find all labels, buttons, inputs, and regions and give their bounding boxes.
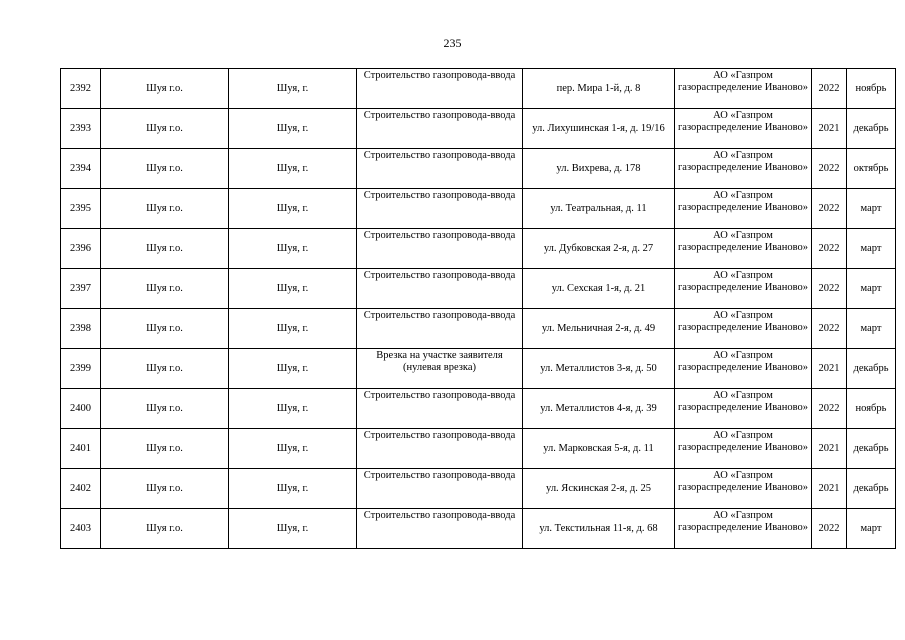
work-type-cell: Строительство газопровода-ввода bbox=[357, 509, 523, 549]
settlement-cell: Шуя, г. bbox=[229, 189, 357, 229]
month-cell: март bbox=[847, 229, 896, 269]
organization-cell: АО «Газпром газораспределение Иваново» bbox=[675, 69, 812, 109]
work-type-cell: Строительство газопровода-ввода bbox=[357, 229, 523, 269]
row-number-cell: 2400 bbox=[61, 389, 101, 429]
row-number-cell: 2395 bbox=[61, 189, 101, 229]
table-row bbox=[61, 469, 896, 509]
row-number-cell: 2399 bbox=[61, 349, 101, 389]
district-cell: Шуя г.о. bbox=[101, 189, 229, 229]
settlement-cell: Шуя, г. bbox=[229, 309, 357, 349]
row-number-cell: 2402 bbox=[61, 469, 101, 509]
work-type-cell: Строительство газопровода-ввода bbox=[357, 109, 523, 149]
year-cell: 2021 bbox=[812, 469, 847, 509]
year-cell: 2021 bbox=[812, 429, 847, 469]
address-cell: ул. Дубковская 2-я, д. 27 bbox=[523, 229, 675, 269]
year-cell: 2022 bbox=[812, 509, 847, 549]
page-number: 235 bbox=[443, 36, 462, 50]
table-row bbox=[61, 69, 896, 109]
district-cell: Шуя г.о. bbox=[101, 429, 229, 469]
settlement-cell: Шуя, г. bbox=[229, 389, 357, 429]
organization-cell: АО «Газпром газораспределение Иваново» bbox=[675, 149, 812, 189]
address-cell: ул. Металлистов 4-я, д. 39 bbox=[523, 389, 675, 429]
settlement-cell: Шуя, г. bbox=[229, 269, 357, 309]
settlement-cell: Шуя, г. bbox=[229, 69, 357, 109]
table-row bbox=[61, 229, 896, 269]
row-number-cell: 2396 bbox=[61, 229, 101, 269]
year-cell: 2022 bbox=[812, 269, 847, 309]
address-cell: ул. Сехская 1-я, д. 21 bbox=[523, 269, 675, 309]
address-cell: ул. Марковская 5-я, д. 11 bbox=[523, 429, 675, 469]
month-cell: март bbox=[847, 189, 896, 229]
work-type-cell: Строительство газопровода-ввода bbox=[357, 69, 523, 109]
address-cell: ул. Текстильная 11-я, д. 68 bbox=[523, 509, 675, 549]
work-type-cell: Строительство газопровода-ввода bbox=[357, 269, 523, 309]
district-cell: Шуя г.о. bbox=[101, 69, 229, 109]
year-cell: 2022 bbox=[812, 309, 847, 349]
organization-cell: АО «Газпром газораспределение Иваново» bbox=[675, 269, 812, 309]
year-cell: 2022 bbox=[812, 229, 847, 269]
table-row bbox=[61, 389, 896, 429]
month-cell: декабрь bbox=[847, 109, 896, 149]
month-cell: декабрь bbox=[847, 469, 896, 509]
row-number-cell: 2401 bbox=[61, 429, 101, 469]
row-number-cell: 2394 bbox=[61, 149, 101, 189]
row-number-cell: 2393 bbox=[61, 109, 101, 149]
year-cell: 2022 bbox=[812, 149, 847, 189]
table-row bbox=[61, 509, 896, 549]
work-type-cell: Врезка на участке заявителя (нулевая врезка) bbox=[357, 349, 523, 389]
district-cell: Шуя г.о. bbox=[101, 269, 229, 309]
organization-cell: АО «Газпром газораспределение Иваново» bbox=[675, 469, 812, 509]
organization-cell: АО «Газпром газораспределение Иваново» bbox=[675, 109, 812, 149]
organization-cell: АО «Газпром газораспределение Иваново» bbox=[675, 349, 812, 389]
organization-cell: АО «Газпром газораспределение Иваново» bbox=[675, 189, 812, 229]
organization-cell: АО «Газпром газораспределение Иваново» bbox=[675, 509, 812, 549]
row-number-cell: 2398 bbox=[61, 309, 101, 349]
settlement-cell: Шуя, г. bbox=[229, 509, 357, 549]
year-cell: 2022 bbox=[812, 189, 847, 229]
year-cell: 2021 bbox=[812, 109, 847, 149]
district-cell: Шуя г.о. bbox=[101, 349, 229, 389]
row-number-cell: 2392 bbox=[61, 69, 101, 109]
address-cell: ул. Лихушинская 1-я, д. 19/16 bbox=[523, 109, 675, 149]
month-cell: октябрь bbox=[847, 149, 896, 189]
work-type-cell: Строительство газопровода-ввода bbox=[357, 469, 523, 509]
month-cell: ноябрь bbox=[847, 389, 896, 429]
year-cell: 2022 bbox=[812, 389, 847, 429]
table-row bbox=[61, 309, 896, 349]
settlement-cell: Шуя, г. bbox=[229, 149, 357, 189]
address-cell: ул. Металлистов 3-я, д. 50 bbox=[523, 349, 675, 389]
month-cell: ноябрь bbox=[847, 69, 896, 109]
work-type-cell: Строительство газопровода-ввода bbox=[357, 149, 523, 189]
year-cell: 2022 bbox=[812, 69, 847, 109]
month-cell: март bbox=[847, 509, 896, 549]
table-body bbox=[61, 69, 896, 549]
work-type-cell: Строительство газопровода-ввода bbox=[357, 389, 523, 429]
organization-cell: АО «Газпром газораспределение Иваново» bbox=[675, 309, 812, 349]
gas-connection-table bbox=[60, 68, 896, 549]
organization-cell: АО «Газпром газораспределение Иваново» bbox=[675, 429, 812, 469]
district-cell: Шуя г.о. bbox=[101, 509, 229, 549]
work-type-cell: Строительство газопровода-ввода bbox=[357, 429, 523, 469]
row-number-cell: 2397 bbox=[61, 269, 101, 309]
settlement-cell: Шуя, г. bbox=[229, 429, 357, 469]
organization-cell: АО «Газпром газораспределение Иваново» bbox=[675, 229, 812, 269]
month-cell: декабрь bbox=[847, 349, 896, 389]
table-row bbox=[61, 349, 896, 389]
address-cell: ул. Вихрева, д. 178 bbox=[523, 149, 675, 189]
district-cell: Шуя г.о. bbox=[101, 469, 229, 509]
address-cell: ул. Театральная, д. 11 bbox=[523, 189, 675, 229]
address-cell: ул. Яскинская 2-я, д. 25 bbox=[523, 469, 675, 509]
district-cell: Шуя г.о. bbox=[101, 389, 229, 429]
table-row bbox=[61, 109, 896, 149]
work-type-cell: Строительство газопровода-ввода bbox=[357, 309, 523, 349]
settlement-cell: Шуя, г. bbox=[229, 109, 357, 149]
work-type-cell: Строительство газопровода-ввода bbox=[357, 189, 523, 229]
settlement-cell: Шуя, г. bbox=[229, 469, 357, 509]
month-cell: март bbox=[847, 269, 896, 309]
district-cell: Шуя г.о. bbox=[101, 109, 229, 149]
table-row bbox=[61, 429, 896, 469]
address-cell: ул. Мельничная 2-я, д. 49 bbox=[523, 309, 675, 349]
district-cell: Шуя г.о. bbox=[101, 149, 229, 189]
settlement-cell: Шуя, г. bbox=[229, 349, 357, 389]
district-cell: Шуя г.о. bbox=[101, 309, 229, 349]
month-cell: март bbox=[847, 309, 896, 349]
row-number-cell: 2403 bbox=[61, 509, 101, 549]
table-row bbox=[61, 149, 896, 189]
organization-cell: АО «Газпром газораспределение Иваново» bbox=[675, 389, 812, 429]
address-cell: пер. Мира 1-й, д. 8 bbox=[523, 69, 675, 109]
table-row bbox=[61, 269, 896, 309]
year-cell: 2021 bbox=[812, 349, 847, 389]
month-cell: декабрь bbox=[847, 429, 896, 469]
district-cell: Шуя г.о. bbox=[101, 229, 229, 269]
table-row bbox=[61, 189, 896, 229]
settlement-cell: Шуя, г. bbox=[229, 229, 357, 269]
